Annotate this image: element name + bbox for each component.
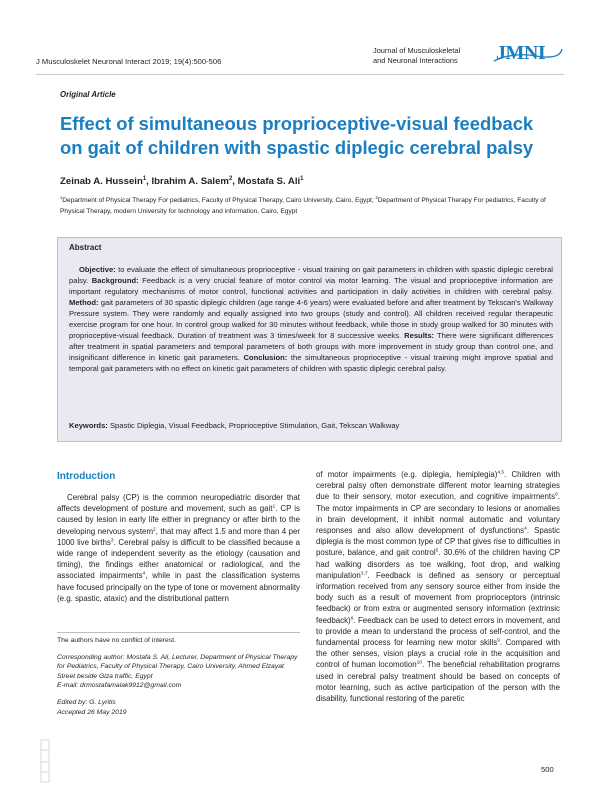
sentence: . Children with cerebral palsy often demonstrate different motor learning strategies due to their sensory, motor execution, and cognitive impairments <box>316 470 560 502</box>
author-affiliation-ref: 1 <box>142 175 147 182</box>
citation-ref: 4 <box>142 571 146 577</box>
sentence: . Spastic diplegia is the most common type of CP that gives rise to difficulties in posture, balance, and gait control <box>316 526 560 558</box>
results-label: Results: <box>404 331 435 340</box>
article-title: Effect of simultaneous proprioceptive-visual feedback on gait of children with spastic diplegic cerebral palsy <box>60 113 534 158</box>
body-column-left <box>57 492 300 604</box>
sentence: , while in past the classification systems have focused principally on the type of tone or movement abnormality (e.g. spastic, ataxic) and the distributional pattern <box>57 571 300 603</box>
affiliation-number: 1 <box>60 194 63 200</box>
journal-name <box>373 46 493 65</box>
sentence: Cerebral palsy (CP) is the common neuropediatric disorder that affects development of posture and movement, such as gait <box>57 493 300 514</box>
footnotes <box>57 636 300 717</box>
sentence: . Feedback can be used to detect errors in movement, and to provide a mean to understand the process of self-control, and the fundamental process for learning new motor skills <box>316 615 560 648</box>
footnote-rule <box>57 632 300 633</box>
article-type: Original Article <box>60 90 116 99</box>
objective-label: Objective: <box>79 265 116 274</box>
intro-paragraph-continued <box>316 469 560 704</box>
page-number: 500 <box>541 765 554 774</box>
conclusion-text: the simultaneous proprioceptive - visual training might improve spatial and temporal gait parameters with no effect on kinetic gait parameters of children with spastic diplegic cerebral palsy. <box>69 353 553 373</box>
corresponding-author: Corresponding author: Mostafa S. Ali, Lecturer, Department of Physical Therapy for Pediatrics, Faculty of Physical Therapy, Cairo University, Ahmed Elzayat Street beside Giza traffic, Egypt <box>57 653 298 680</box>
citation-ref: 2 <box>153 526 156 532</box>
sentence: , that may affect 1.5 and more than 4 per 1000 live births <box>57 526 300 547</box>
intro-paragraph <box>57 492 300 604</box>
edited-by: Edited by: G. Lyritis <box>57 698 116 706</box>
citation-ref: 5 <box>435 548 439 554</box>
citation-ref: 6 <box>555 492 558 498</box>
sentence: . Feedback is defined as sensory or perceptual information received from any sensory source either from inside the body such as a result of movement from proprioceptors (intrinsic feedback) or from extra or augmented sensory information (extrinsic feedback) <box>316 570 560 625</box>
sentence: . Cerebral palsy is difficult to be classified because a wide range of independent severity as the etiology (causation and timing), the findings either anatomical or radiological, and the associated impairments <box>57 537 301 581</box>
sentence: . CP is caused by lesion in early life either in pregnancy or after birth to the developing nervous system <box>57 504 300 536</box>
side-watermark <box>38 738 52 784</box>
accepted-date: Accepted 26 May 2019 <box>57 708 127 716</box>
background-text: Feedback is a very crucial feature of motor control via motor learning. The visual and proprioceptive information are important regulatory mechanisms of motor control, functional activities and participation in daily activities in children with cerebral palsy. <box>69 276 553 296</box>
citation-ref: 9 <box>497 638 500 644</box>
conclusion-label: Conclusion: <box>243 353 288 362</box>
logo-text: JMNI <box>496 42 546 64</box>
author-name: Mostafa S. Ali <box>237 176 301 187</box>
method-label: Method: <box>69 298 99 307</box>
affiliation-1: Department of Physical Therapy For pediatrics, Faculty of Physical Therapy, Cairo University, Cairo, Egypt; <box>62 197 376 204</box>
author-affiliation-ref: 2 <box>228 175 233 182</box>
author-affiliation-ref: 1 <box>300 175 304 182</box>
citation-ref: 4 <box>524 526 527 532</box>
keywords-label: Keywords: <box>69 421 108 430</box>
citation-ref: 10 <box>416 660 423 666</box>
sentence: . Compared with the other senses, vision plays a crucial role in the acquisition and control of human locomotion <box>316 638 560 670</box>
journal-citation: J Musculoskelet Neuronal Interact 2019; 19(4):500-506 <box>36 57 222 66</box>
citation-ref: 3,7 <box>360 571 368 577</box>
method-text: gait parameters of 30 spastic diplegic children (age range 4-6 years) were evaluated before and after treatment by Tekscan's Walkway Pressure system. They were randomly and equally assigned into two groups (study and control). All children received regular therapeutic exercise program for one hour. In control group walked for 30 minutes without feedback, while those in study group walked for 30 minutes with proprioceptive-visual feedback. Duration of treatment was 3 times/week for 8 successive weeks. <box>69 298 553 340</box>
sentence: . 30.6% of the children having CP had walking disorders as toe walking, foot drop, and walking manipulation <box>316 548 560 580</box>
author-name: Ibrahim A. Salem <box>151 176 229 187</box>
body-column-right <box>316 469 560 704</box>
journal-name-line-2: and Neuronal Interactions <box>373 55 458 65</box>
sentence: . The beneficial rehabilitation programs used in cerebral palsy treatment should be based on concepts of motor learning, such as active participation of the person with the disability, functional restoring of the paretic <box>316 660 560 704</box>
sentence: . The motor impairments in CP are secondary to lesions or anomalies in brain development, it inhibit normal automatic and voluntary responses and also allow development of dysfunctions <box>316 492 560 536</box>
email: E-mail: drmostafamalak9912@gmail.com <box>57 682 182 690</box>
sentence: of motor impairments (e.g. diplegia, hemiplegia) <box>316 470 498 479</box>
abstract-text <box>69 264 553 374</box>
keywords-text: Spastic Diplegia, Visual Feedback, Proprioceptive Stimulation, Gait, Tekscan Walkway <box>107 421 400 430</box>
journal-name-line-1: Journal of Musculoskeletal <box>373 46 461 55</box>
header-rule <box>36 74 564 75</box>
objective-text: to evaluate the effect of simultaneous proprioceptive - visual training on gait parameters in children with spastic diplegic cerebral palsy. <box>69 265 553 285</box>
citation-ref: 3 <box>110 538 114 544</box>
affiliation-number: 2 <box>375 194 378 200</box>
author-name: Zeinab A. Hussein <box>60 176 143 187</box>
affiliation-2: Department of Physical Therapy For pediatrics, Faculty of Physical Therapy, modern University for technology and information, Cairo, Egypt <box>60 197 546 215</box>
introduction-heading: Introduction <box>57 471 116 482</box>
citation-ref: 4,5 <box>497 470 505 476</box>
affiliations <box>60 196 546 217</box>
citation-ref: 8 <box>350 616 354 622</box>
results-text: There were significant differences after treatment in spatial parameters and temporal parameters of both groups with more improvement in study group than control one, and insignificant difference in kinetic gait parameters. <box>69 331 553 362</box>
author-list: Zeinab A. Hussein$^1$, Ibrahim A. Salem$^2$, Mostafa S. Ali$^1$ <box>60 175 304 187</box>
conflict-statement: The authors have no conflict of interest. <box>57 637 177 644</box>
jmni-logo <box>492 40 564 66</box>
abstract-heading: Abstract <box>69 243 102 252</box>
citation-ref: 1 <box>272 504 276 510</box>
background-label: Background: <box>91 276 139 285</box>
keywords <box>69 421 553 430</box>
